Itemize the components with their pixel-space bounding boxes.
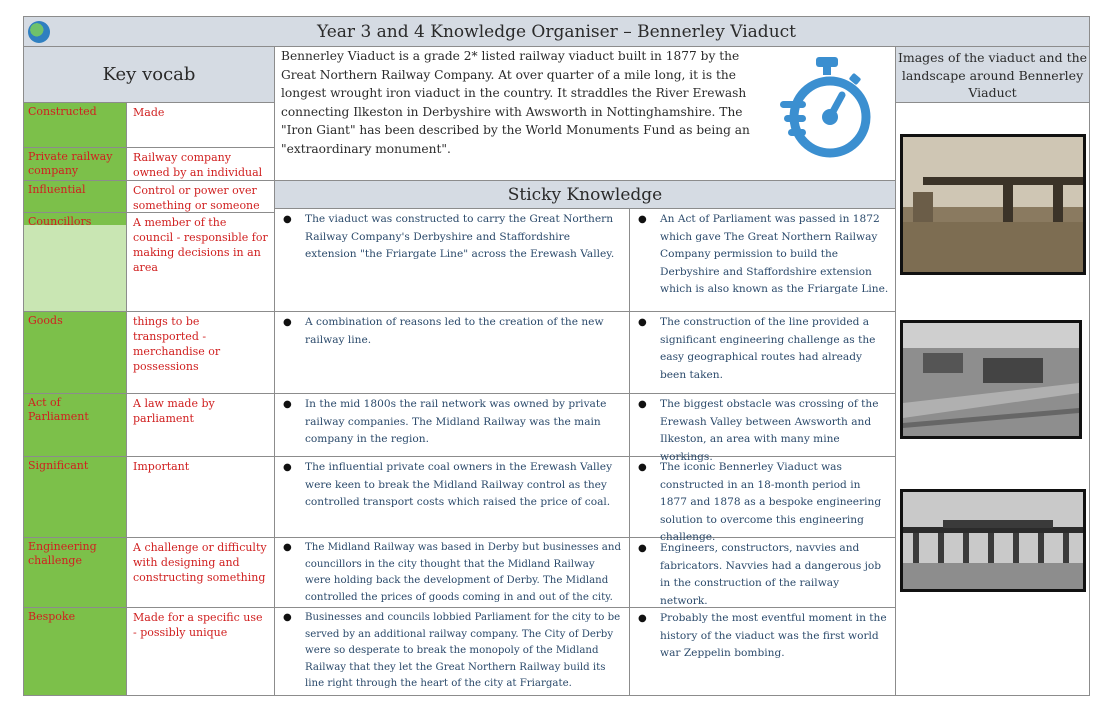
vocab-term: Constructed: [24, 103, 127, 148]
fact-text: A combination of reasons led to the creation of the new railway line.: [305, 316, 604, 346]
vocab-definition: Control or power over something or someone: [127, 181, 275, 213]
fact-cell: ● A combination of reasons led to the creation of the new railway line.: [275, 312, 630, 394]
fact-text: In the mid 1800s the rail network was owned by private railway companies. The Midland Railway was the main company in the region.: [305, 398, 607, 445]
viaduct-train-photo: [900, 489, 1086, 592]
fact-cell: ● Engineers, constructors, navvies and fabricators. Navvies had a dangerous job in the construction of the railway network.: [630, 538, 895, 608]
landscape-photo: [900, 320, 1082, 439]
fact-text: The iconic Bennerley Viaduct was constructed in an 18-month period in 1877 and 1878 as a bespoke engineering solution to overcome this engineering challenge.: [660, 461, 882, 543]
viaduct-photo: [900, 134, 1086, 275]
vocab-definition: A member of the council - responsible for making decisions in an area: [127, 213, 275, 312]
images-column: [895, 103, 1089, 695]
fact-text: The influential private coal owners in the Erewash Valley were keen to break the Midland Railway control as they controlled transport costs which raised the price of coal.: [305, 461, 613, 508]
key-vocab-heading: Key vocab: [24, 47, 275, 103]
images-heading: Images of the viaduct and the landscape around Bennerley Viaduct: [895, 47, 1089, 103]
vocab-definition: things to be transported - merchandise or possessions: [127, 312, 275, 394]
fact-cell: ● Businesses and councils lobbied Parliament for the city to be served by an additional railway company. The City of Derby were so desperate to break the monopoly of the Midland Railway that they let the Great Northern Railway build its line right through the heart of the city at Friargate.: [275, 608, 630, 695]
vocab-term: Councillors: [24, 213, 127, 312]
fact-cell: ● The biggest obstacle was crossing of the Erewash Valley between Awsworth and Ilkeston, an area with many mine workings.: [630, 394, 895, 457]
intro-text: Bennerley Viaduct is a grade 2* listed railway viaduct built in 1877 by the Great Northern Railway Company. At over quarter of a mile long, it is the longest wrought iron viaduct in the country. It straddles the River Erewash connecting Ilkeston in Derbyshire with Awsworth in Nottinghamshire. The "Iron Giant" has been described by the World Monuments Fund as being an "extraordinary monument".: [281, 49, 750, 156]
sticky-knowledge-heading: Sticky Knowledge: [275, 181, 895, 209]
vocab-definition: Made: [127, 103, 275, 148]
fact-cell: ● The viaduct was constructed to carry the Great Northern Railway Company's Derbyshire and Staffordshire extension "the Friargate Line" across the Erewash Valley.: [275, 209, 630, 312]
vocab-term: Private railway company: [24, 148, 127, 181]
vocab-term: Engineering challenge: [24, 538, 127, 608]
fact-text: The construction of the line provided a significant engineering challenge as the easy geographical routes had already been taken.: [660, 316, 876, 381]
fact-text: Businesses and councils lobbied Parliament for the city to be served by an additional railway company. The City of Derby were so desperate to break the monopoly of the Midland Railway that they let the Great Northern Railway build its line right through the heart of the city at Friargate.: [305, 612, 621, 689]
fact-cell: ● The Midland Railway was based in Derby but businesses and councillors in the city thought that the Midland Railway were holding back the development of Derby. The Midland controlled the prices of goods coming in and out of the city.: [275, 538, 630, 608]
vocab-term: Significant: [24, 457, 127, 538]
vocab-term: Goods: [24, 312, 127, 394]
vocab-definition: A law made by parliament: [127, 394, 275, 457]
page-title: Year 3 and 4 Knowledge Organiser – Bennerley Viaduct: [24, 17, 1089, 47]
fact-cell: ● The iconic Bennerley Viaduct was constructed in an 18-month period in 1877 and 1878 as a bespoke engineering solution to overcome this engineering challenge.: [630, 457, 895, 538]
fact-cell: ● In the mid 1800s the rail network was owned by private railway companies. The Midland Railway was the main company in the region.: [275, 394, 630, 457]
fact-text: The Midland Railway was based in Derby but businesses and councillors in the city thought that the Midland Railway were holding back the development of Derby. The Midland controlled the prices of goods coming in and out of the city.: [305, 542, 621, 603]
vocab-definition: Important: [127, 457, 275, 538]
fact-text: Probably the most eventful moment in the history of the viaduct was the first world war Zeppelin bombing.: [660, 612, 887, 659]
knowledge-organiser: [23, 16, 1090, 696]
vocab-definition: Made for a specific use - possibly unique: [127, 608, 275, 695]
fact-cell: ● The construction of the line provided a significant engineering challenge as the easy geographical routes had already been taken.: [630, 312, 895, 394]
fact-text: Engineers, constructors, navvies and fabricators. Navvies had a dangerous job in the construction of the railway network.: [660, 542, 882, 607]
fact-text: The biggest obstacle was crossing of the Erewash Valley between Awsworth and Ilkeston, an area with many mine workings.: [660, 398, 879, 463]
stopwatch-icon: [780, 55, 872, 165]
vocab-term: Influential: [24, 181, 127, 213]
fact-text: The viaduct was constructed to carry the Great Northern Railway Company's Derbyshire and Staffordshire extension "the Friargate Line" across the Erewash Valley.: [305, 213, 615, 260]
vocab-definition: A challenge or difficulty with designing and constructing something: [127, 538, 275, 608]
fact-text: An Act of Parliament was passed in 1872 which gave The Great Northern Railway Company permission to build the Derbyshire and Staffordshire extension which is also known as the Friargate Line.: [660, 213, 889, 295]
globe-icon: [28, 21, 50, 43]
intro-section: [275, 47, 895, 181]
fact-cell: ● Probably the most eventful moment in the history of the viaduct was the first world war Zeppelin bombing.: [630, 608, 895, 695]
vocab-term: Bespoke: [24, 608, 127, 695]
fact-cell: ● The influential private coal owners in the Erewash Valley were keen to break the Midland Railway control as they controlled transport costs which raised the price of coal.: [275, 457, 630, 538]
vocab-definition: Railway company owned by an individual: [127, 148, 275, 181]
vocab-term: Act of Parliament: [24, 394, 127, 457]
fact-cell: ● An Act of Parliament was passed in 1872 which gave The Great Northern Railway Company permission to build the Derbyshire and Staffordshire extension which is also known as the Friargate Line.: [630, 209, 895, 312]
